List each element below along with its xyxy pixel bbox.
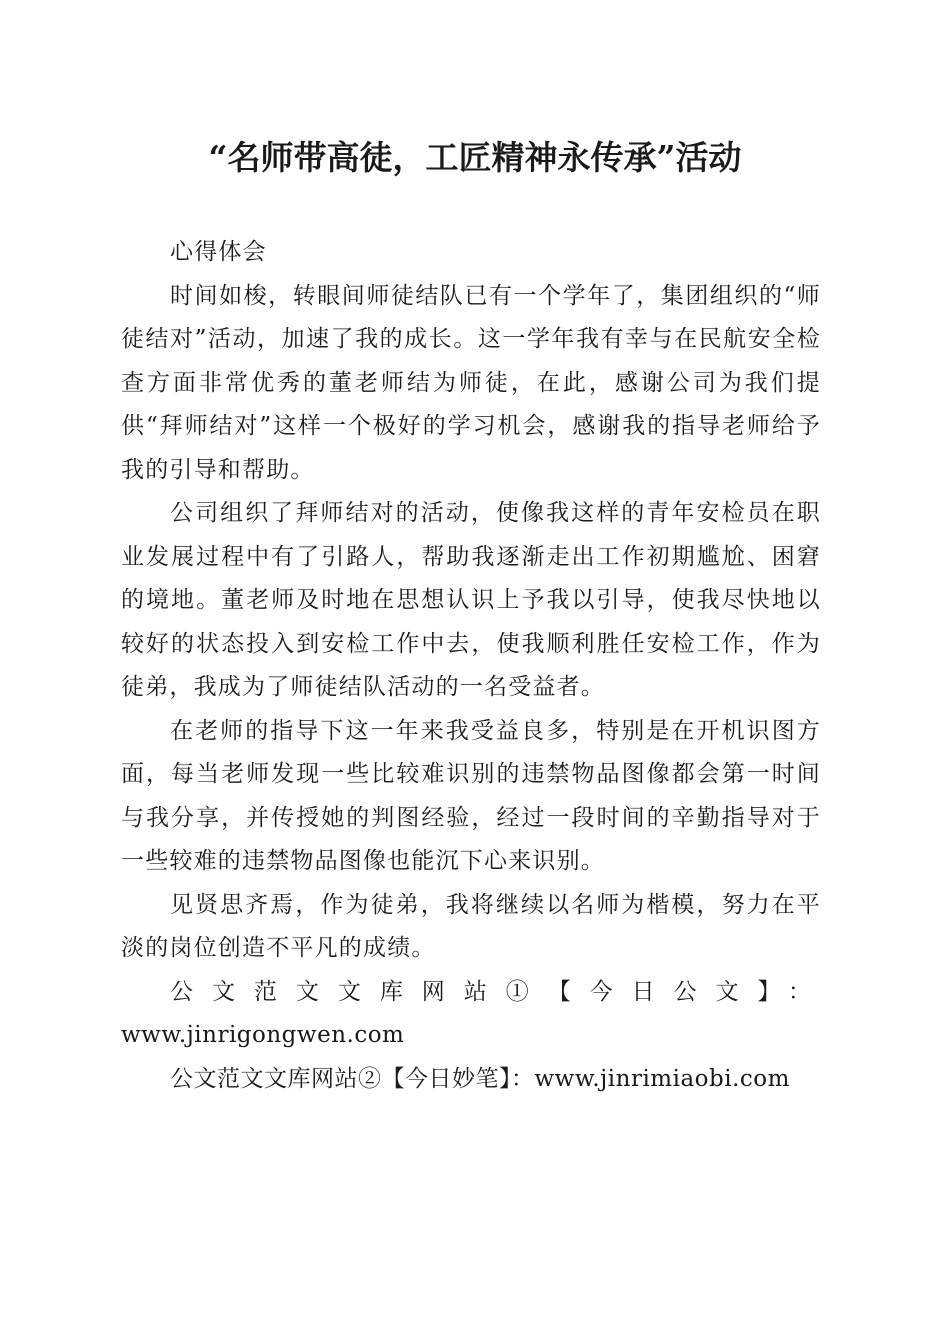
paragraph-3: 在老师的指导下这一年来我受益良多，特别是在开机识图方面，每当老师发现一些比较难识别的违禁物品图像都会第一时间与我分享，并传授她的判图经验，经过一段时间的辛勤指导对于一些较难的违禁物品图像也能沉下心来识别。 [121, 717, 821, 874]
paragraph-2: 公司组织了拜师结对的活动，使像我这样的青年安检员在职业发展过程中有了引路人，帮助我逐渐走出工作初期尴尬、困窘的境地。董老师及时地在思想认识上予我以引导，使我尽快地以较好的状态投入到安检工作中去，使我顺利胜任安检工作，作为徒弟，我成为了师徒结队活动的一名受益者。 [121, 500, 821, 700]
footer-site-1-url: www.jinrigongwen.com [121, 1022, 405, 1048]
footer-site-2-label: 公文范文文库网站②【今日妙笔】： [170, 1065, 535, 1092]
paragraph-1: 时间如梭，转眼间师徒结队已有一个学年了，集团组织的“师徒结对”活动，加速了我的成长。这一学年我有幸与在民航安全检查方面非常优秀的董老师结为师徒，在此，感谢公司为我们提供“拜师结对”这样一个极好的学习机会，感谢我的指导老师给予我的引导和帮助。 [121, 282, 821, 483]
document-title: “名师带高徒，工匠精神永传承”活动 [208, 138, 742, 177]
footer-site-1-label: 公文范文文库网站①【今日公文】： [170, 978, 821, 1005]
paragraph-4: 见贤思齐焉，作为徒弟，我将继续以名师为楷模，努力在平淡的岗位创造不平凡的成绩。 [121, 891, 821, 961]
footer-site-1 [121, 971, 821, 1058]
footer-site-2-url: www.jinrimiaobi.com [534, 1065, 790, 1092]
document-body [121, 231, 821, 1101]
subtitle: 心得体会 [170, 239, 267, 265]
footer-site-2 [121, 1058, 821, 1102]
